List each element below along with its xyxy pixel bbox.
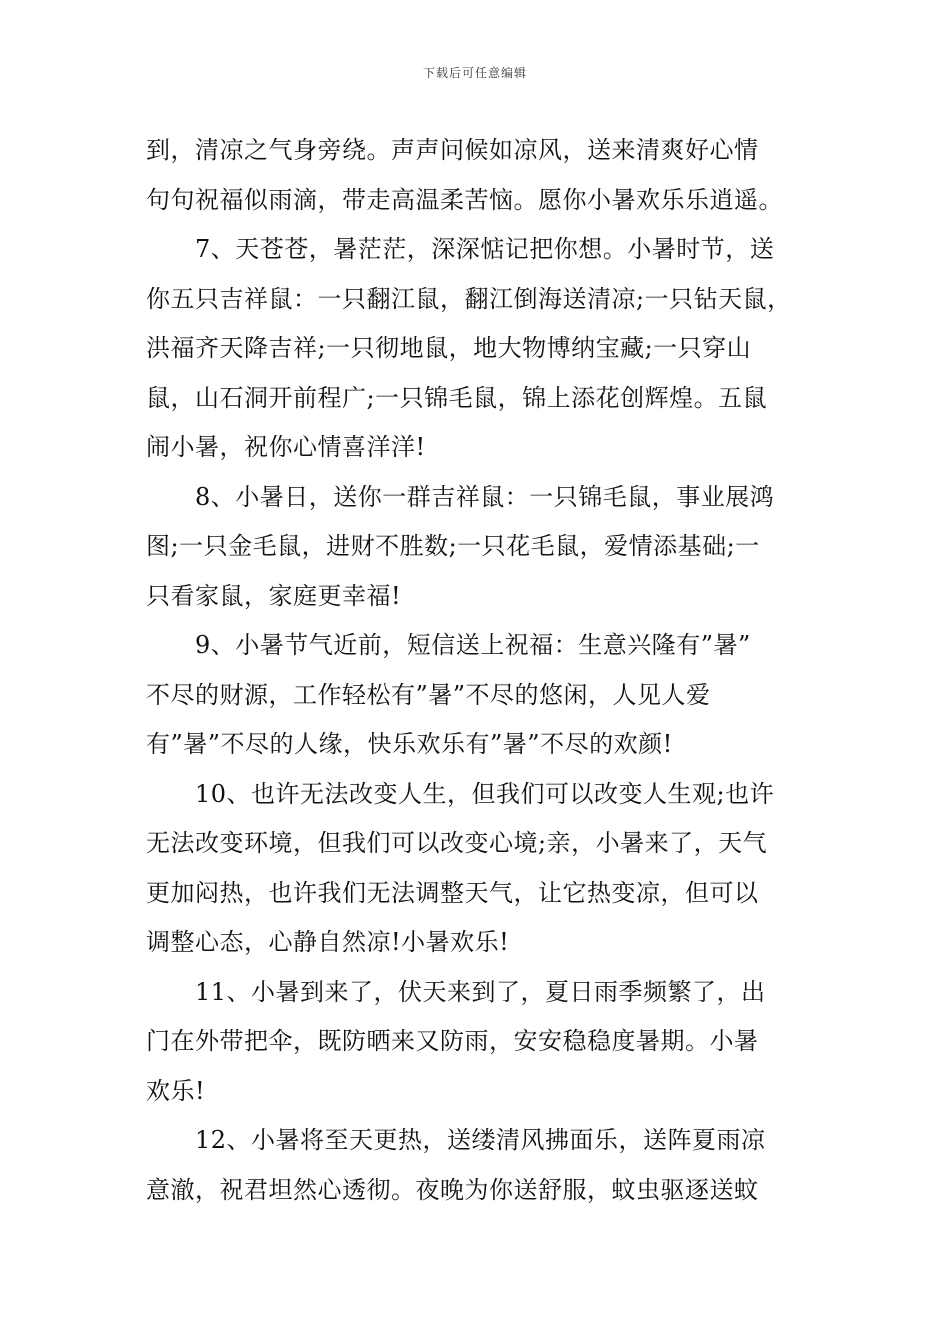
text-line: 只看家鼠，家庭更幸福! <box>146 581 402 610</box>
text-line: 调整心态，心静自然凉!小暑欢乐! <box>146 928 510 956</box>
text-line: 9、小暑节气近前，短信送上祝福：生意兴隆有”暑” <box>146 631 751 659</box>
text-line: 7、天苍苍，暑茫茫，深深惦记把你想。小暑时节，送 <box>146 235 775 263</box>
text-line: 句句祝福似雨滴，带走高温柔苦恼。愿你小暑欢乐乐逍遥。 <box>146 185 783 214</box>
text-line: 无法改变环境，但我们可以改变心境;亲，小暑来了，天气 <box>146 829 768 857</box>
text-line: 欢乐! <box>146 1076 206 1105</box>
text-line: 更加闷热，也许我们无法调整天气，让它热变凉，但可以 <box>146 878 759 907</box>
text-line: 10、也许无法改变人生，但我们可以改变人生观;也许 <box>146 779 775 808</box>
text-line: 鼠，山石洞开前程广;一只锦毛鼠，锦上添花创辉煌。五鼠 <box>146 383 768 412</box>
text-line: 闹小暑，祝你心情喜洋洋! <box>146 433 426 461</box>
text-line: 你五只吉祥鼠：一只翻江鼠，翻江倒海送清凉;一只钻天鼠， <box>146 284 792 313</box>
page-header: 下载后可任意编辑 <box>422 66 527 80</box>
text-line: 图;一只金毛鼠，进财不胜数;一只花毛鼠，爱情添基础;一 <box>146 532 760 560</box>
text-line: 8、小暑日，送你一群吉祥鼠：一只锦毛鼠，事业展鸿 <box>146 482 775 511</box>
text-line: 11、小暑到来了，伏天来到了，夏日雨季频繁了，出 <box>146 977 766 1006</box>
text-line: 洪福齐天降吉祥;一只彻地鼠，地大物博纳宝藏;一只穿山 <box>146 334 752 362</box>
text-line: 门在外带把伞，既防晒来又防雨，安安稳稳度暑期。小暑 <box>146 1027 759 1055</box>
text-line: 有”暑”不尽的人缘，快乐欢乐有”暑”不尽的欢颜! <box>146 730 673 758</box>
document-body <box>146 126 818 1215</box>
text-line: 到，清凉之气身旁绕。声声问候如凉风，送来清爽好心情 <box>146 136 759 164</box>
text-line: 意澈，祝君坦然心透彻。夜晚为你送舒服，蚊虫驱逐送蚊 <box>146 1175 759 1204</box>
text-line: 12、小暑将至天更热，送缕清风拂面乐，送阵夏雨凉 <box>146 1126 766 1154</box>
text-line: 不尽的财源，工作轻松有”暑”不尽的悠闲，人见人爱 <box>146 680 711 709</box>
